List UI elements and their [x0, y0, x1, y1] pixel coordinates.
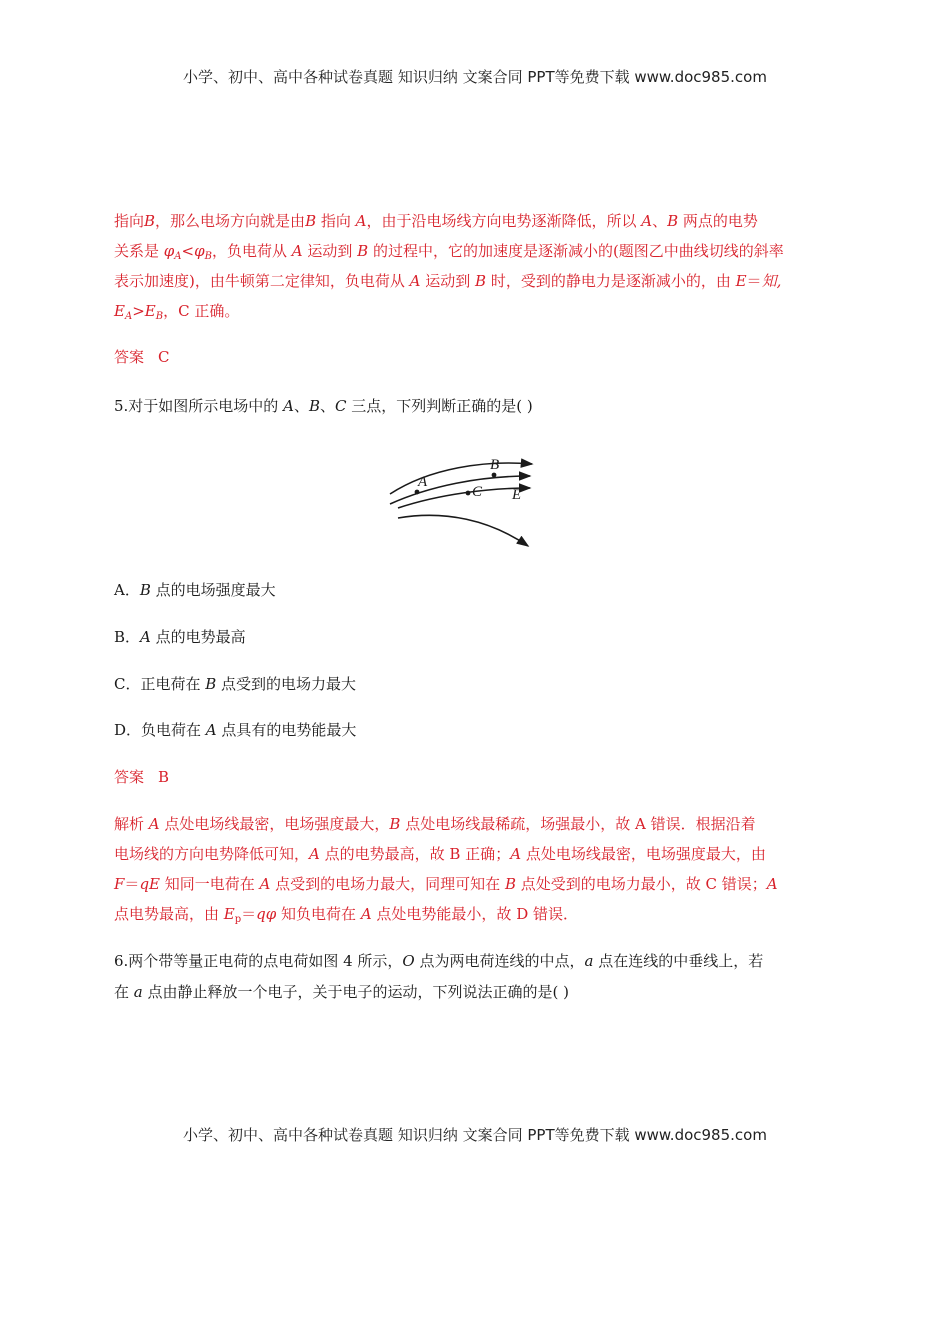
- text: C．正电荷在: [114, 675, 206, 693]
- label-b: B: [490, 457, 500, 473]
- var: 知: [761, 272, 777, 290]
- var: A: [291, 242, 303, 260]
- text: 运动到: [420, 272, 476, 290]
- q5-option-a: [114, 579, 276, 600]
- var: A: [409, 272, 421, 290]
- field-line-2: [390, 476, 530, 504]
- text: 点具有的电势能最大: [216, 721, 357, 739]
- answer-value: C: [158, 348, 170, 366]
- q5-explanation-line-2: [114, 843, 766, 864]
- text: 点处受到的电场力最小，故 C 错误；: [515, 875, 767, 893]
- q5-option-c: [114, 673, 356, 694]
- var: E: [144, 302, 156, 320]
- field-line-4: [398, 515, 528, 546]
- symbol: <: [181, 242, 195, 260]
- text: ，由于沿电场线方向电势逐渐降低，所以: [366, 212, 642, 230]
- var: C: [335, 397, 347, 415]
- answer-value: B: [158, 768, 170, 786]
- answer-label: 答案: [114, 348, 145, 366]
- text: 点电势最高，由: [114, 905, 224, 923]
- var: B: [389, 815, 401, 833]
- var: qφ: [256, 905, 277, 923]
- label-c: C: [472, 484, 483, 500]
- text: 5.对于如图所示电场中的: [114, 397, 284, 415]
- var: A: [309, 845, 320, 863]
- text: 点处电场线最密，电场强度最大，由: [521, 845, 766, 863]
- text: 指向: [316, 212, 356, 230]
- subscript: A: [174, 251, 182, 262]
- symbol: ＝: [124, 875, 140, 893]
- text: 关系是: [114, 242, 164, 260]
- symbol: >: [132, 302, 145, 320]
- page-header: 小学、初中、高中各种试卷真题 知识归纳 文案合同 PPT等免费下载 www.doc985.com: [183, 68, 767, 86]
- q5-stem: [114, 395, 533, 416]
- symbol: ＝: [241, 905, 257, 923]
- var: B: [305, 212, 317, 230]
- text: ,: [776, 272, 782, 290]
- var: F: [114, 875, 125, 893]
- text: 点的电势最高: [150, 628, 246, 646]
- var: A: [259, 875, 271, 893]
- text: 三点，下列判断正确的是( ): [346, 397, 533, 415]
- text: 点受到的电场力最大: [216, 675, 357, 693]
- answer-label: 答案: [114, 768, 145, 786]
- text: 表示加速度)，由牛顿第二定律知，负电荷从: [114, 272, 410, 290]
- subscript: A: [124, 311, 133, 322]
- var: E: [114, 302, 125, 320]
- text: 指向: [114, 212, 145, 230]
- text: 知同一电荷在: [160, 875, 260, 893]
- var: A: [360, 905, 372, 923]
- text: B．: [114, 628, 141, 646]
- var: A: [766, 875, 778, 893]
- subscript: B: [155, 311, 164, 322]
- text: 解析: [114, 815, 149, 833]
- prev-explanation-line-3: [114, 270, 781, 291]
- var: a: [584, 952, 594, 970]
- text: 点处电势能最小，故 D 错误．: [371, 905, 578, 923]
- var: qE: [139, 875, 160, 893]
- point-c-dot: [466, 491, 471, 496]
- var: E: [735, 272, 747, 290]
- text: 电场线的方向电势降低可知，: [114, 845, 310, 863]
- var: B: [205, 675, 217, 693]
- text: 、: [293, 397, 309, 415]
- electric-field-figure: [380, 448, 540, 556]
- text: 、: [652, 212, 668, 230]
- var: A: [283, 397, 294, 415]
- text: 两点的电势: [678, 212, 758, 230]
- subscript: B: [204, 251, 212, 262]
- q5-explanation-line-4: [114, 903, 578, 925]
- text: 时，受到的静电力是逐渐减小的，由: [486, 272, 736, 290]
- field-line-1: [390, 463, 532, 494]
- text: 点的电势最高，故 B 正确；: [319, 845, 511, 863]
- q5-option-d: [114, 719, 356, 740]
- var: B: [308, 397, 320, 415]
- q5-explanation-line-3: [114, 873, 778, 894]
- var: A: [205, 721, 217, 739]
- var: B: [144, 212, 156, 230]
- text: 点的电场强度最大: [150, 581, 276, 599]
- text: D．负电荷在: [114, 721, 206, 739]
- q5-explanation-line-1: [114, 813, 756, 834]
- point-a-dot: [415, 490, 420, 495]
- var: A: [148, 815, 160, 833]
- answer-4: [114, 346, 170, 367]
- text: ，那么电场方向就是由: [155, 212, 306, 230]
- text: 运动到: [302, 242, 358, 260]
- text: 点处电场线最稀疏，场强最小，故 A 错误．根据沿着: [400, 815, 756, 833]
- var: E: [223, 905, 235, 923]
- text: 知负电荷在: [276, 905, 361, 923]
- var: A: [355, 212, 367, 230]
- var: φ: [163, 242, 175, 260]
- var: a: [133, 983, 143, 1001]
- var: B: [504, 875, 516, 893]
- var: B: [667, 212, 679, 230]
- var: B: [357, 242, 369, 260]
- prev-explanation-line-1: [114, 210, 758, 231]
- label-a: A: [418, 474, 428, 490]
- var: φ: [194, 242, 205, 260]
- var: O: [402, 952, 415, 970]
- var: A: [140, 628, 151, 646]
- text: 点处电场线最密，电场强度最大，: [159, 815, 390, 833]
- text: 在: [114, 983, 134, 1001]
- prev-explanation-line-4: [114, 300, 239, 322]
- text: 点受到的电场力最大，同理可知在: [270, 875, 505, 893]
- text: 6.两个带等量正电荷的点电荷如图 4 所示，: [114, 952, 403, 970]
- page-footer: 小学、初中、高中各种试卷真题 知识归纳 文案合同 PPT等免费下载 www.doc985.com: [183, 1126, 767, 1144]
- var: B: [475, 272, 487, 290]
- var: A: [641, 212, 653, 230]
- text: ，负电荷从: [211, 242, 292, 260]
- text: 点在连线的中垂线上，若: [593, 952, 764, 970]
- label-e: E: [512, 487, 522, 503]
- text: 、: [319, 397, 335, 415]
- q5-option-b: [114, 626, 246, 647]
- q6-stem-line-1: [114, 950, 763, 971]
- point-b-dot: [492, 473, 497, 478]
- text: A．: [114, 581, 140, 599]
- var: A: [510, 845, 522, 863]
- text: 点为两电荷连线的中点，: [414, 952, 585, 970]
- subscript: p: [234, 914, 242, 925]
- text: 的过程中，它的加速度是逐渐减小的(题图乙中曲线切线的斜率: [368, 242, 784, 260]
- prev-explanation-line-2: [114, 240, 784, 262]
- answer-5: [114, 766, 169, 787]
- text: 点由静止释放一个电子，关于电子的运动，下列说法正确的是( ): [142, 983, 569, 1001]
- text: ，C 正确。: [163, 302, 240, 320]
- symbol: ＝: [746, 272, 762, 290]
- q6-stem-line-2: [114, 981, 569, 1002]
- var: B: [139, 581, 151, 599]
